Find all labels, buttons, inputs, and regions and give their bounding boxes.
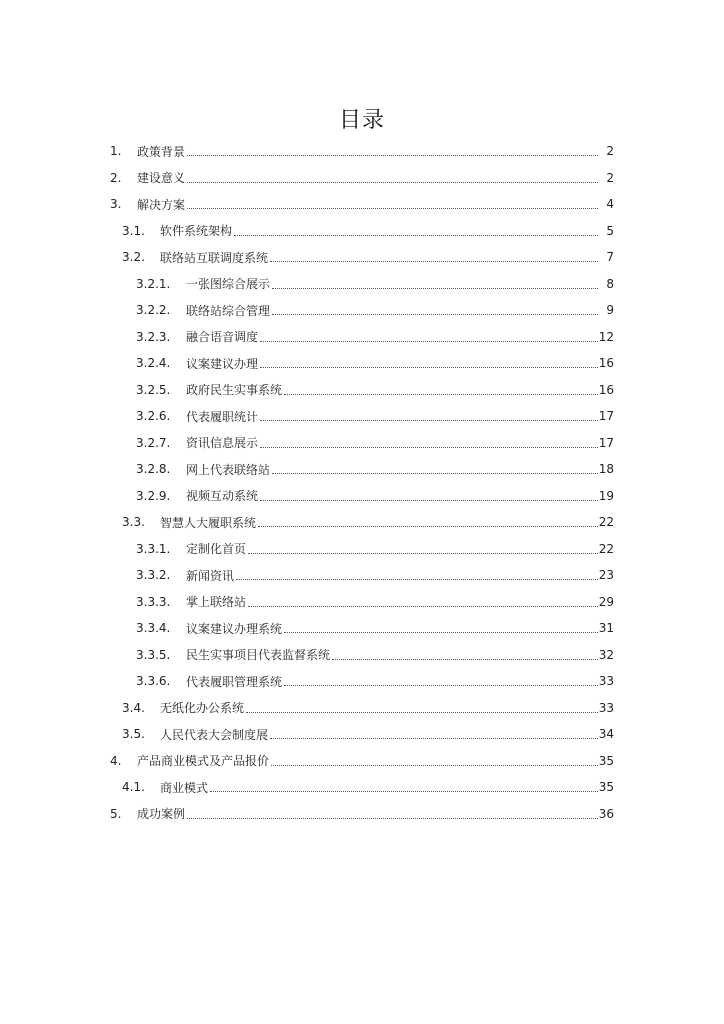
toc-entry-title: 议案建议办理 bbox=[186, 356, 259, 371]
toc-entry-page-number: 35 bbox=[598, 753, 614, 768]
toc-dot-leader bbox=[187, 181, 598, 183]
toc-dot-leader bbox=[332, 658, 598, 660]
toc-entry[interactable] bbox=[0, 536, 724, 563]
toc-dot-leader bbox=[272, 313, 598, 315]
toc-dot-leader bbox=[260, 446, 598, 448]
toc-entry[interactable] bbox=[0, 801, 724, 828]
toc-dot-leader bbox=[258, 525, 598, 527]
table-of-contents bbox=[0, 138, 724, 827]
toc-entry[interactable] bbox=[0, 403, 724, 430]
toc-entry-page-number: 7 bbox=[606, 250, 614, 265]
toc-entry-number: 2. bbox=[110, 170, 122, 185]
toc-entry-page-number: 31 bbox=[598, 621, 614, 636]
toc-dot-leader bbox=[272, 287, 598, 289]
toc-entry-title: 联络站综合管理 bbox=[186, 303, 271, 318]
toc-entry[interactable] bbox=[0, 271, 724, 298]
toc-entry-title: 视频互动系统 bbox=[186, 489, 259, 504]
toc-entry-number: 3.2.7. bbox=[136, 435, 171, 450]
toc-dot-leader bbox=[236, 578, 598, 580]
toc-entry-title: 民生实事项目代表监督系统 bbox=[186, 648, 331, 663]
toc-entry[interactable] bbox=[0, 191, 724, 218]
toc-entry-title: 政策背景 bbox=[137, 144, 186, 159]
toc-entry-number: 3.3. bbox=[122, 515, 145, 530]
toc-entry-page-number: 33 bbox=[598, 700, 614, 715]
toc-entry-title: 一张图综合展示 bbox=[186, 277, 271, 292]
toc-entry-number: 3.2.2. bbox=[136, 303, 171, 318]
toc-entry-page-number: 18 bbox=[598, 462, 614, 477]
toc-entry-title: 无纸化办公系统 bbox=[160, 701, 245, 716]
toc-entry-title: 政府民生实事系统 bbox=[186, 383, 283, 398]
toc-entry-title: 智慧人大履职系统 bbox=[160, 515, 257, 530]
toc-entry[interactable] bbox=[0, 562, 724, 589]
toc-entry-number: 3.3.3. bbox=[136, 594, 171, 609]
toc-entry-page-number: 17 bbox=[598, 409, 614, 424]
toc-entry-number: 3.4. bbox=[122, 700, 145, 715]
toc-entry-title: 代表履职管理系统 bbox=[186, 674, 283, 689]
toc-entry-title: 解决方案 bbox=[137, 197, 186, 212]
toc-entry[interactable] bbox=[0, 165, 724, 192]
toc-dot-leader bbox=[270, 260, 598, 262]
toc-entry[interactable] bbox=[0, 350, 724, 377]
toc-entry-number: 3.5. bbox=[122, 727, 145, 742]
toc-entry-number: 3.2.6. bbox=[136, 409, 171, 424]
toc-entry-page-number: 9 bbox=[606, 303, 614, 318]
toc-dot-leader bbox=[210, 790, 598, 792]
toc-entry[interactable] bbox=[0, 615, 724, 642]
toc-dot-leader bbox=[284, 631, 598, 633]
toc-entry-title: 融合语音调度 bbox=[186, 330, 259, 345]
toc-dot-leader bbox=[271, 764, 598, 766]
toc-entry[interactable] bbox=[0, 430, 724, 457]
toc-entry-number: 3.3.2. bbox=[136, 568, 171, 583]
toc-entry-number: 1. bbox=[110, 144, 122, 159]
toc-entry[interactable] bbox=[0, 642, 724, 669]
page-title: 目录 bbox=[338, 108, 385, 133]
toc-entry[interactable] bbox=[0, 218, 724, 245]
toc-entry-number: 3.3.5. bbox=[136, 647, 171, 662]
toc-dot-leader bbox=[187, 207, 598, 209]
toc-entry-title: 资讯信息展示 bbox=[186, 436, 259, 451]
toc-entry-number: 4. bbox=[110, 753, 122, 768]
toc-entry-title: 掌上联络站 bbox=[186, 595, 247, 610]
toc-entry-number: 3.2.4. bbox=[136, 356, 171, 371]
toc-entry-number: 3.3.6. bbox=[136, 674, 171, 689]
toc-entry-page-number: 16 bbox=[598, 356, 614, 371]
toc-dot-leader bbox=[234, 234, 598, 236]
toc-entry-page-number: 33 bbox=[598, 674, 614, 689]
toc-dot-leader bbox=[187, 817, 598, 819]
toc-entry[interactable] bbox=[0, 297, 724, 324]
toc-entry-number: 3.1. bbox=[122, 223, 145, 238]
toc-dot-leader bbox=[246, 711, 598, 713]
toc-entry-page-number: 36 bbox=[598, 806, 614, 821]
toc-entry[interactable] bbox=[0, 721, 724, 748]
toc-entry[interactable] bbox=[0, 324, 724, 351]
toc-entry-number: 3.2.3. bbox=[136, 329, 171, 344]
toc-entry-title: 议案建议办理系统 bbox=[186, 621, 283, 636]
toc-entry-page-number: 23 bbox=[598, 568, 614, 583]
toc-entry-number: 5. bbox=[110, 806, 122, 821]
toc-dot-leader bbox=[260, 419, 598, 421]
toc-entry[interactable] bbox=[0, 509, 724, 536]
toc-entry-number: 3.2.9. bbox=[136, 488, 171, 503]
toc-dot-leader bbox=[187, 154, 598, 156]
toc-entry-number: 3.3.4. bbox=[136, 621, 171, 636]
toc-entry-number: 3.2. bbox=[122, 250, 145, 265]
toc-dot-leader bbox=[260, 366, 598, 368]
toc-entry-page-number: 29 bbox=[598, 594, 614, 609]
toc-entry[interactable] bbox=[0, 695, 724, 722]
toc-entry-title: 联络站互联调度系统 bbox=[160, 250, 269, 265]
toc-entry[interactable] bbox=[0, 138, 724, 165]
toc-entry-number: 3. bbox=[110, 197, 122, 212]
toc-dot-leader bbox=[248, 605, 598, 607]
toc-entry-page-number: 2 bbox=[606, 170, 614, 185]
toc-entry-page-number: 34 bbox=[598, 727, 614, 742]
toc-entry-page-number: 2 bbox=[606, 144, 614, 159]
toc-entry[interactable] bbox=[0, 748, 724, 775]
toc-entry-page-number: 19 bbox=[598, 488, 614, 503]
toc-entry-number: 3.3.1. bbox=[136, 541, 171, 556]
toc-entry-title: 商业模式 bbox=[160, 780, 209, 795]
toc-entry-page-number: 35 bbox=[598, 780, 614, 795]
toc-entry[interactable] bbox=[0, 244, 724, 271]
toc-entry-number: 3.2.5. bbox=[136, 382, 171, 397]
toc-entry-title: 代表履职统计 bbox=[186, 409, 259, 424]
toc-entry-title: 网上代表联络站 bbox=[186, 462, 271, 477]
toc-dot-leader bbox=[284, 393, 598, 395]
toc-dot-leader bbox=[260, 340, 598, 342]
toc-entry-page-number: 22 bbox=[598, 515, 614, 530]
toc-entry-page-number: 22 bbox=[598, 541, 614, 556]
toc-dot-leader bbox=[284, 684, 598, 686]
toc-entry[interactable] bbox=[0, 668, 724, 695]
toc-entry-page-number: 4 bbox=[606, 197, 614, 212]
toc-entry-title: 定制化首页 bbox=[186, 542, 247, 557]
toc-entry-page-number: 8 bbox=[606, 276, 614, 291]
toc-entry-title: 成功案例 bbox=[137, 807, 186, 822]
toc-entry-title: 新闻资讯 bbox=[186, 568, 235, 583]
toc-entry-page-number: 17 bbox=[598, 435, 614, 450]
toc-entry-title: 人民代表大会制度展 bbox=[160, 727, 269, 742]
toc-entry-title: 建设意义 bbox=[137, 171, 186, 186]
toc-entry-page-number: 32 bbox=[598, 647, 614, 662]
toc-entry-title: 软件系统架构 bbox=[160, 224, 233, 239]
toc-entry-page-number: 5 bbox=[606, 223, 614, 238]
toc-entry-title: 产品商业模式及产品报价 bbox=[137, 754, 270, 769]
toc-entry-number: 3.2.1. bbox=[136, 276, 171, 291]
toc-entry[interactable] bbox=[0, 774, 724, 801]
toc-entry-number: 4.1. bbox=[122, 780, 145, 795]
toc-entry-number: 3.2.8. bbox=[136, 462, 171, 477]
toc-dot-leader bbox=[272, 472, 598, 474]
toc-entry[interactable] bbox=[0, 483, 724, 510]
toc-entry[interactable] bbox=[0, 456, 724, 483]
toc-dot-leader bbox=[248, 552, 598, 554]
toc-dot-leader bbox=[270, 737, 598, 739]
toc-entry-page-number: 16 bbox=[598, 382, 614, 397]
toc-dot-leader bbox=[260, 499, 598, 501]
toc-entry[interactable] bbox=[0, 589, 724, 616]
toc-entry[interactable] bbox=[0, 377, 724, 404]
toc-entry-page-number: 12 bbox=[598, 329, 614, 344]
